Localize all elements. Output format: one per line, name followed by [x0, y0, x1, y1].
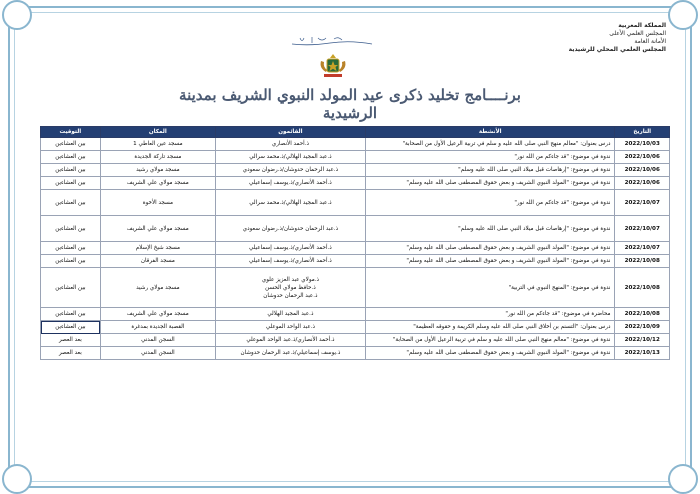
cell-time: بين العشاءين — [41, 268, 101, 308]
speaker-name: ذ.عبد المجيد الهلالي/ذ.محمد سرالي — [249, 154, 332, 160]
cell-place: مسجد مولاي علي الشريف — [100, 177, 215, 190]
cell-time: بين العشاءين — [41, 190, 101, 216]
cell-date: 2022/10/06 — [615, 177, 670, 190]
header-date: التاريخ — [615, 127, 670, 138]
cell-speakers — [215, 138, 365, 151]
page-title: برنــــامج تخليد ذكرى عيد المولد النبوي الشريف بمدينة الرشيدية — [179, 86, 521, 122]
cell-speakers — [215, 216, 365, 242]
cell-place: مسجد عين العاطي 1 — [100, 138, 215, 151]
moroccan-coat-of-arms-icon — [318, 52, 348, 80]
org-line: المجلس العلمي المحلي للرشيدية — [568, 46, 666, 53]
cell-speakers — [215, 151, 365, 164]
table-row — [41, 255, 670, 268]
cell-date: 2022/10/08 — [615, 255, 670, 268]
table-header-row — [41, 127, 670, 138]
cell-time: بين العشاءين — [41, 308, 101, 321]
header-activity: الأنشطة — [365, 127, 615, 138]
cell-speakers — [215, 268, 365, 308]
cell-activity: ندوة في موضوع: "إرهاصات قبل ميلاد النبي صلى الله عليه وسلم" — [365, 216, 615, 242]
speaker-name: ذ.عبد الرحمان حدوشان/ذ.رضوان سعودي — [242, 225, 339, 232]
cell-time: بين العشاءين — [41, 216, 101, 242]
cell-activity: ندوة في موضوع: "المولد النبوي الشريف و بعض حقوق المصطفى صلى الله عليه وسلم" — [365, 255, 615, 268]
table-row — [41, 138, 670, 151]
cell-date: 2022/10/13 — [615, 347, 670, 360]
cell-speakers — [215, 242, 365, 255]
cell-speakers — [215, 334, 365, 347]
cell-activity: ندوة في موضوع: "المولد النبوي الشريف و بعض حقوق المصطفى صلى الله عليه وسلم" — [365, 347, 615, 360]
speaker-name: ذ.أحمد الأنصاري — [271, 141, 309, 147]
cell-activity: ندوة في موضوع: "قد جاءكم من الله نور" — [365, 151, 615, 164]
cell-activity: محاضرة في موضوع: "قد جاءكم من الله نور" — [365, 308, 615, 321]
cell-time: بعد العصر — [41, 334, 101, 347]
speaker-name: ذ.عبد الرحمان حدوشان/ذ.رضوان سعودي — [242, 167, 339, 173]
corner-ornament-top-left — [2, 0, 32, 30]
cell-place: مسجد تاركة الجديدة — [100, 151, 215, 164]
table-row — [41, 268, 670, 308]
header-speakers: القائمون — [215, 127, 365, 138]
cell-time: بين العشاءين — [41, 164, 101, 177]
table-row — [41, 321, 670, 334]
cell-speakers — [215, 190, 365, 216]
speaker-name: ذ.أحمد الأنصاري/ذ.عبد الواحد الموعلي — [246, 337, 335, 343]
table-row — [41, 177, 670, 190]
cell-place: مسجد مولاي رشيد — [100, 164, 215, 177]
header-place: المكان — [100, 127, 215, 138]
cell-date: 2022/10/03 — [615, 138, 670, 151]
org-line: الأمانة العامة — [634, 38, 666, 45]
cell-date: 2022/10/07 — [615, 190, 670, 216]
speaker-name: ذ.أحمد الأنصاري/ذ.يوسف إسماعيلي — [249, 258, 332, 264]
table-row — [41, 242, 670, 255]
cell-time: بين العشاءين — [41, 138, 101, 151]
cell-time: بين العشاءين — [41, 255, 101, 268]
table-row — [41, 308, 670, 321]
table-row — [41, 151, 670, 164]
cell-place: مسجد شيخ الإسلام — [100, 242, 215, 255]
org-line: المجلس العلمي الأعلى — [609, 30, 666, 37]
cell-date: 2022/10/06 — [615, 164, 670, 177]
cell-speakers — [215, 321, 365, 334]
cell-place: السجن المدني — [100, 334, 215, 347]
cell-date: 2022/10/08 — [615, 268, 670, 308]
cell-activity: ندوة في موضوع: "إرهاصات قبل ميلاد النبي صلى الله عليه وسلم" — [365, 164, 615, 177]
organization-header — [569, 22, 666, 54]
cell-time: بين العشاءين — [41, 151, 101, 164]
cell-speakers — [215, 255, 365, 268]
speaker-name: ذ.مولاي عبد العزيز علوي — [261, 276, 319, 283]
speaker-name: ذ.يوسف إسماعيلي/ذ.عبد الرحمان حدوشان — [240, 350, 341, 356]
cell-activity: ندوة في موضوع: "المولد النبوي الشريف و بعض حقوق المصطفى صلى الله عليه وسلم" — [365, 177, 615, 190]
cell-speakers — [215, 308, 365, 321]
cell-place: مسجد مولاي رشيد — [100, 268, 215, 308]
cell-activity: درس بعنوان: "التسنم بن أخلاق النبي صلى الله عليه وسلم الكريمة و حقوقه العظيمة" — [365, 321, 615, 334]
cell-place: مسجد مولاي علي الشريف — [100, 216, 215, 242]
program-table — [40, 126, 670, 360]
cell-time: بين العشاءين — [41, 242, 101, 255]
cell-date: 2022/10/07 — [615, 216, 670, 242]
cell-speakers — [215, 177, 365, 190]
speaker-name: ذ.أحمد الأنصاري/ذ.يوسف إسماعيلي — [249, 245, 332, 251]
org-line: المملكة المغربية — [618, 22, 666, 29]
cell-speakers — [215, 164, 365, 177]
cell-activity: درس بعنوان: "معالم منهج النبي صلى الله عليه و سلم في تربية الرعيل الأول من الصحابة" — [365, 138, 615, 151]
cell-place: مسجد الأخوة — [100, 190, 215, 216]
calligraphy-ornament — [290, 34, 374, 48]
speaker-name: ذ.حافظ مولاي الحسن — [265, 284, 316, 291]
table-row — [41, 334, 670, 347]
cell-activity: ندوة في موضوع: "المولد النبوي الشريف و بعض حقوق المصطفى صلى الله عليه وسلم" — [365, 242, 615, 255]
cell-date: 2022/10/12 — [615, 334, 670, 347]
cell-place: السجن المدني — [100, 347, 215, 360]
table-row — [41, 216, 670, 242]
header-time: التوقيت — [41, 127, 101, 138]
corner-ornament-bottom-right — [668, 464, 698, 494]
corner-ornament-bottom-left — [2, 464, 32, 494]
cell-time: بعد العصر — [41, 347, 101, 360]
cell-activity: ندوة في موضوع: "المنهج النبوي في التربية" — [365, 268, 615, 308]
speaker-name: ذ.عبد المجيد الهلالي — [267, 311, 314, 317]
table-row — [41, 347, 670, 360]
cell-activity: ندوة في موضوع: "معالم منهج النبي صلى الله عليه و سلم في تربية الرعيل الأول من الصحابة" — [365, 334, 615, 347]
speaker-name: ذ.عبد الواحد الموعلي — [265, 324, 315, 330]
table-row — [41, 164, 670, 177]
cell-time: بين العشاءين — [41, 321, 101, 334]
cell-date: 2022/10/06 — [615, 151, 670, 164]
cell-date: 2022/10/07 — [615, 242, 670, 255]
cell-place: مسجد مولاي علي الشريف — [100, 308, 215, 321]
cell-speakers — [215, 347, 365, 360]
cell-place: مسجد الفرقان — [100, 255, 215, 268]
table-row — [41, 190, 670, 216]
corner-ornament-top-right — [668, 0, 698, 30]
cell-time: بين العشاءين — [41, 177, 101, 190]
speaker-name: ذ.عبد الرحمان حدوشان — [263, 292, 318, 299]
speaker-name: ذ.عبد المجيد الهلالي/ذ.محمد سرالي — [249, 199, 332, 206]
cell-place: القصبة الجديدة بمدغرة — [100, 321, 215, 334]
cell-activity: ندوة في موضوع: "قد جاءكم من الله نور" — [365, 190, 615, 216]
cell-date: 2022/10/08 — [615, 308, 670, 321]
speaker-name: ذ.أحمد الأنصاري/ذ.يوسف إسماعيلي — [249, 180, 332, 186]
cell-date: 2022/10/09 — [615, 321, 670, 334]
